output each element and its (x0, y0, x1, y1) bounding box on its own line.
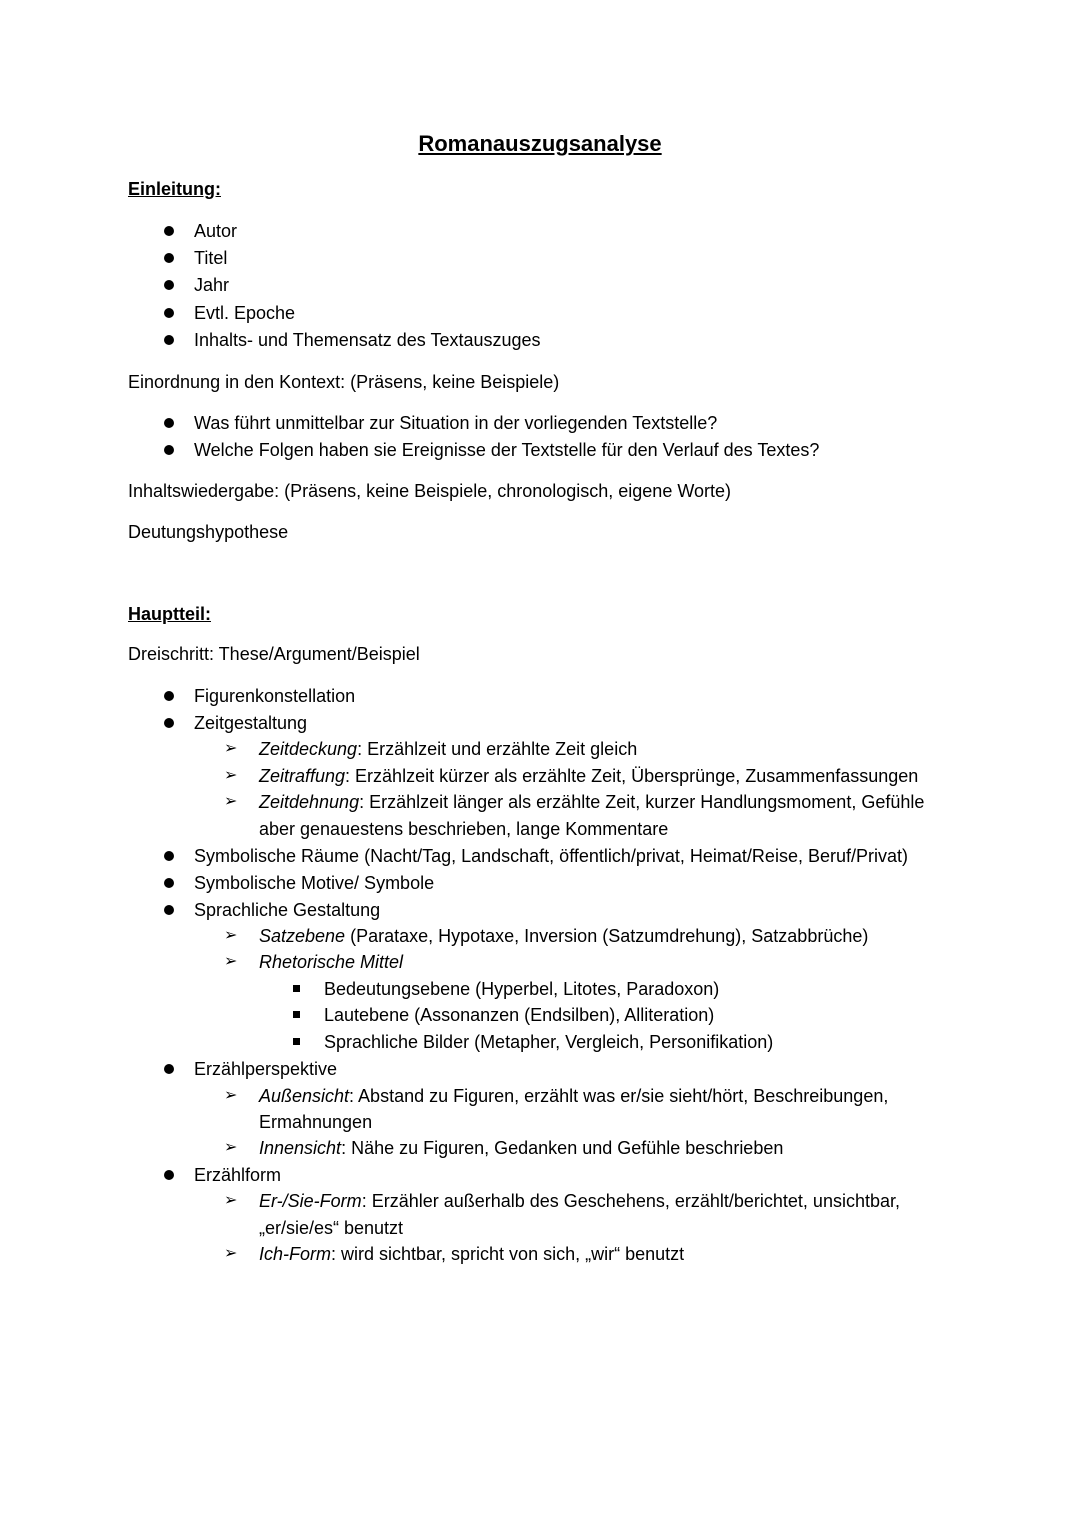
arrow-bullet-icon: ➢ (224, 1245, 238, 1262)
page-title: Romanauszugsanalyse (418, 131, 662, 156)
term-text: (Parataxe, Hypotaxe, Inversion (Satzumdrehung), Satzabbrüche) (345, 926, 869, 946)
list-item: Jahr (194, 275, 230, 295)
square-bullet-icon (293, 1011, 300, 1018)
term-text: : Erzählzeit länger als erzählte Zeit, kurzer Handlungsmoment, Gefühle (359, 792, 925, 812)
sub-item (259, 950, 403, 974)
term-text: : Erzählzeit kürzer als erzählte Zeit, Übersprünge, Zusammenfassungen (345, 766, 919, 786)
sub-item (259, 764, 918, 788)
term: Rhetorische Mittel (259, 952, 404, 972)
sub-item-continuation: Ermahnungen (259, 1112, 373, 1132)
sub-item (259, 1189, 900, 1213)
sub-item (259, 737, 637, 761)
bullet-icon (164, 280, 174, 290)
arrow-bullet-icon: ➢ (224, 1192, 238, 1209)
term-text: : Nähe zu Figuren, Gedanken und Gefühle beschrieben (341, 1138, 784, 1158)
list-item: Was führt unmittelbar zur Situation in der vorliegenden Textstelle? (194, 413, 718, 433)
term: Zeitdeckung (259, 739, 358, 759)
arrow-bullet-icon: ➢ (224, 740, 238, 757)
sub-item (259, 790, 924, 814)
list-item: Inhalts- und Themensatz des Textauszuges (194, 330, 541, 350)
bullet-icon (164, 226, 174, 236)
bullet-icon (164, 691, 174, 701)
bullet-icon (164, 418, 174, 428)
term: Zeitdehnung (259, 792, 360, 812)
bullet-icon (164, 851, 174, 861)
sub-item (259, 1136, 783, 1160)
sub-item-continuation: „er/sie/es“ benutzt (259, 1218, 404, 1238)
square-bullet-icon (293, 1038, 300, 1045)
bullet-icon (164, 718, 174, 728)
term: Satzebene (259, 926, 346, 946)
bullet-icon (164, 1064, 174, 1074)
list-item: Zeitgestaltung (194, 713, 308, 733)
bullet-icon (164, 445, 174, 455)
list-item: Welche Folgen haben sie Ereignisse der Textstelle für den Verlauf des Textes? (194, 440, 820, 460)
dreischritt-line: Dreischritt: These/Argument/Beispiel (128, 644, 420, 664)
bullet-icon (164, 335, 174, 345)
list-item: Figurenkonstellation (194, 686, 356, 706)
term: Innensicht (259, 1138, 342, 1158)
bullet-icon (164, 308, 174, 318)
list-item: Evtl. Epoche (194, 303, 296, 323)
heading-hauptteil: Hauptteil: (128, 604, 211, 624)
term: Außensicht (259, 1086, 350, 1106)
list-item: Symbolische Motive/ Symbole (194, 873, 435, 893)
heading-einleitung: Einleitung: (128, 179, 221, 199)
arrow-bullet-icon: ➢ (224, 953, 238, 970)
term: Zeitraffung (259, 766, 346, 786)
arrow-bullet-icon: ➢ (224, 927, 238, 944)
square-bullet-icon (293, 985, 300, 992)
term-text: : wird sichtbar, spricht von sich, „wir“ benutzt (331, 1244, 685, 1264)
sub-item (259, 1084, 888, 1108)
bullet-icon (164, 905, 174, 915)
inhalt-line: Inhaltswiedergabe: (Präsens, keine Beispiele, chronologisch, eigene Worte) (128, 481, 732, 501)
list-item: Autor (194, 221, 238, 241)
list-item: Erzählform (194, 1165, 282, 1185)
sub-sub-item: Bedeutungsebene (Hyperbel, Litotes, Paradoxon) (324, 979, 720, 999)
list-item: Sprachliche Gestaltung (194, 900, 381, 920)
bullet-icon (164, 253, 174, 263)
arrow-bullet-icon: ➢ (224, 767, 238, 784)
sub-item-continuation: aber genauestens beschrieben, lange Kommentare (259, 819, 669, 839)
term-text: : Erzähler außerhalb des Geschehens, erzählt/berichtet, unsichtbar, (361, 1191, 900, 1211)
list-item: Symbolische Räume (Nacht/Tag, Landschaft, öffentlich/privat, Heimat/Reise, Beruf/Privat) (194, 846, 908, 866)
arrow-bullet-icon: ➢ (224, 793, 238, 810)
list-item: Titel (194, 248, 228, 268)
term: Er-/Sie-Form (259, 1191, 362, 1211)
deutung-line: Deutungshypothese (128, 522, 289, 542)
bullet-icon (164, 878, 174, 888)
term-text: : Erzählzeit und erzählte Zeit gleich (357, 739, 638, 759)
kontext-line: Einordnung in den Kontext: (Präsens, keine Beispiele) (128, 372, 560, 392)
arrow-bullet-icon: ➢ (224, 1087, 238, 1104)
sub-item (259, 924, 868, 948)
arrow-bullet-icon: ➢ (224, 1139, 238, 1156)
term-text: : Abstand zu Figuren, erzählt was er/sie sieht/hört, Beschreibungen, (349, 1086, 889, 1106)
list-item: Erzählperspektive (194, 1059, 338, 1079)
sub-sub-item: Sprachliche Bilder (Metapher, Vergleich, Personifikation) (324, 1032, 774, 1052)
sub-sub-item: Lautebene (Assonanzen (Endsilben), Alliteration) (324, 1005, 715, 1025)
sub-item (259, 1242, 684, 1266)
term: Ich-Form (259, 1244, 331, 1264)
bullet-icon (164, 1170, 174, 1180)
